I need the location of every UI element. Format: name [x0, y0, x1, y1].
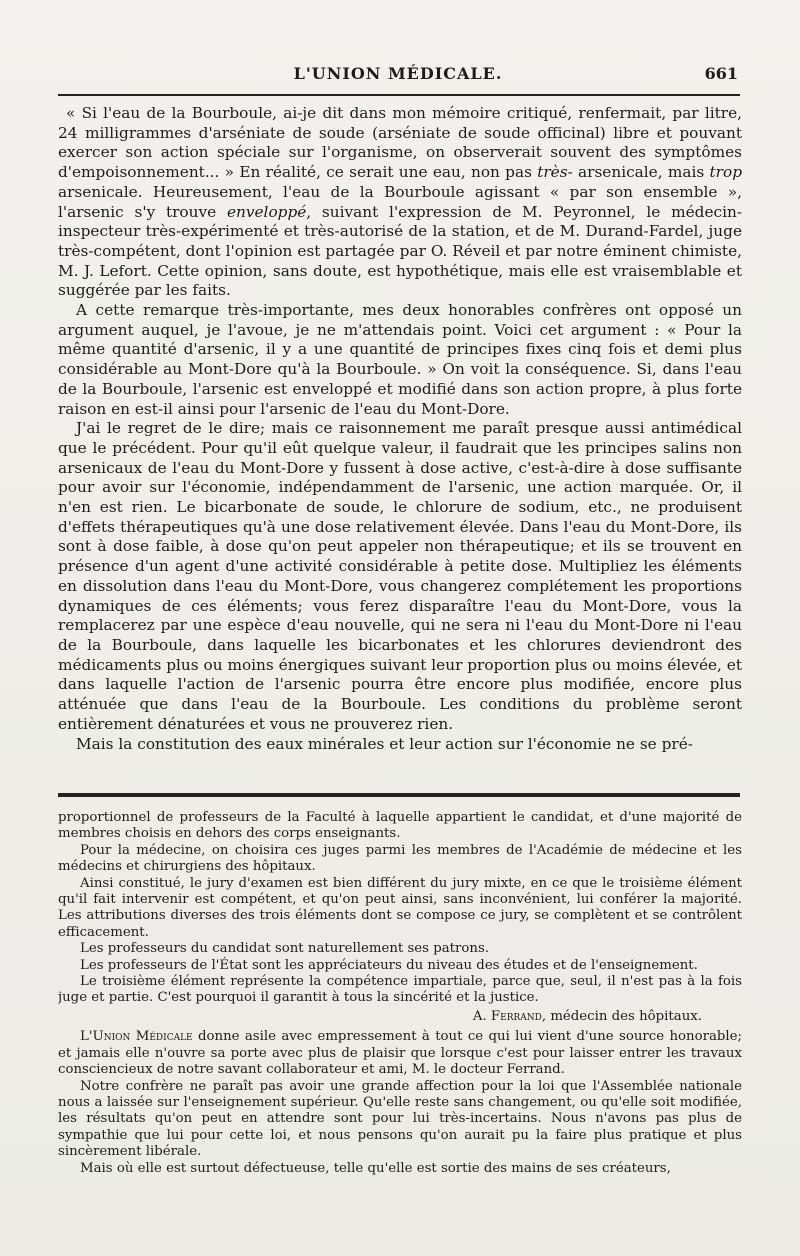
footnote-paragraph: Ainsi constitué, le jury d'examen est bien différent du jury mixte, en ce que le troisième élément qu'il fait intervenir est compétent, et qu'on peut ainsi, sans inconvénient, lui conférer la majorité. Les attributions diverses des trois éléments dont se compose ce jury, se complètent et se contrôlent efficacement.	[58, 875, 742, 940]
editorial-note: L'Union Médicale donne asile avec empressement à tout ce qui lui vient d'une source honorable; et jamais elle n'ouvre sa porte avec plus de plaisir que lorsque c'est pour laisser entrer les travaux consciencieux de notre savant collaborateur et ami, M. le docteur Ferrand.	[58, 1029, 742, 1078]
closing-paragraph: Notre confrère ne paraît pas avoir une grande affection pour la loi que l'Assemblée nationale nous a laissée sur l'enseignement supérieur. Qu'elle reste sans changement, ou qu'elle soit modifiée, les résultats qu'on peut en attendre sont pour lui très-incertains. Nous n'avons pas plus de sympathie que lui pour cette loi, et nous pensons qu'on aurait pu la faire plus pratique et plus sincèrement libérale.	[58, 1078, 742, 1160]
page-header	[58, 64, 738, 90]
footnote-text	[58, 810, 742, 1240]
header-rule	[58, 94, 740, 96]
footnote-paragraph: Les professeurs du candidat sont naturellement ses patrons.	[80, 941, 489, 957]
main-paragraph-2: A cette remarque très-importante, mes deux honorables confrères ont opposé un argument auquel, je l'avoue, je ne m'attendais point. Voici cet argument : « Pour la même quantité d'arsenic, il y a une quantité de principes fixes cinq fois et demi plus considérable au Mont-Dore qu'à la Bourboule. » On voit la conséquence. Si, dans l'eau de la Bourboule, l'arsenic est enveloppé et modifié dans son action propre, à plus forte raison en est-il ainsi pour l'arsenic de l'eau du Mont-Dore.	[58, 301, 742, 418]
section-separator-rule	[58, 793, 740, 797]
main-paragraph-1: « Si l'eau de la Bourboule, ai-je dit dans mon mémoire critiqué, renfermait, par litre, 24 milligrammes d'arséniate de soude (arséniate de soude officinal) libre et pouvant exercer son action spéciale sur l'organisme, on observerait souvent des symptômes d'empoisonnement... » En réalité, ce serait une eau, non pas très- arsenicale, mais trop arsenicale. Heureusement, l'eau de la Bourboule agissant « par son ensemble », l'arsenic s'y trouve enveloppé, suivant l'expression de M. Peyronnel, le médecin-inspecteur très-expérimenté et très-autorisé de la station, et de M. Durand-Fardel, juge très-compétent, dont l'opinion est partagée par O. Réveil et par notre éminent chimiste, M. J. Lefort. Cette opinion, sans doute, est hypothétique, mais elle est vraisemblable et suggérée par les faits.	[58, 104, 742, 300]
footnote-paragraph: Le troisième élément représente la compétence impartiale, parce que, seul, il n'est pas à la fois juge et partie. C'est pourquoi il garantit à tous la sincérité et la justice.	[58, 974, 742, 1006]
author-signature: A. Ferrand, médecin des hôpitaux.	[472, 1008, 702, 1024]
main-article-text	[58, 104, 742, 784]
main-paragraph-3: J'ai le regret de le dire; mais ce raisonnement me paraît presque aussi antimédical que le précédent. Pour qu'il eût quelque valeur, il faudrait que les principes salins non arsenicaux de l'eau du Mont-Dore y fussent à dose active, c'est-à-dire à dose suffisante pour avoir sur l'économie, indépendamment de l'arsenic, une action marquée. Or, il n'en est rien. Le bicarbonate de soude, le chlorure de sodium, etc., ne produisent d'effets thérapeutiques qu'à une dose relativement élevée. Dans l'eau du Mont-Dore, ils sont à dose faible, à dose qu'on peut appeler non thérapeutique; et ils se trouvent en présence d'un agent d'une activité considérable à petite dose. Multipliez les éléments en dissolution dans l'eau du Mont-Dore, vous changerez complétement les proportions dynamiques de ces éléments; vous ferez disparaître l'eau du Mont-Dore, vous la remplacerez par une espèce d'eau nouvelle, qui ne sera ni l'eau du Mont-Dore ni l'eau de la Bourboule, dans laquelle les bicarbonates et les chlorures deviendront des médicaments plus ou moins énergiques suivant leur proportion plus ou moins élevée, et dans laquelle l'action de l'arsenic pourra être encore plus modifiée, encore plus atténuée que dans l'eau de la Bourboule. Les conditions du problème seront entièrement dénaturées et vous ne prouverez rien.	[58, 419, 742, 733]
main-paragraph-4: Mais la constitution des eaux minérales et leur action sur l'économie ne se pré-	[76, 734, 693, 753]
footnote-continuation: proportionnel de professeurs de la Faculté à laquelle appartient le candidat, et d'une majorité de membres choisis en dehors des corps enseignants.	[58, 810, 742, 842]
footnote-paragraph: Les professeurs de l'État sont les appréciateurs du niveau des études et de l'enseignement.	[80, 957, 698, 973]
page-number: 661	[704, 64, 738, 83]
closing-paragraph: Mais où elle est surtout défectueuse, telle qu'elle est sortie des mains de ses créateurs,	[80, 1160, 671, 1176]
running-title: L'UNION MÉDICALE.	[293, 64, 503, 83]
footnote-paragraph: Pour la médecine, on choisira ces juges parmi les membres de l'Académie de médecine et les médecins et chirurgiens des hôpitaux.	[58, 842, 742, 875]
